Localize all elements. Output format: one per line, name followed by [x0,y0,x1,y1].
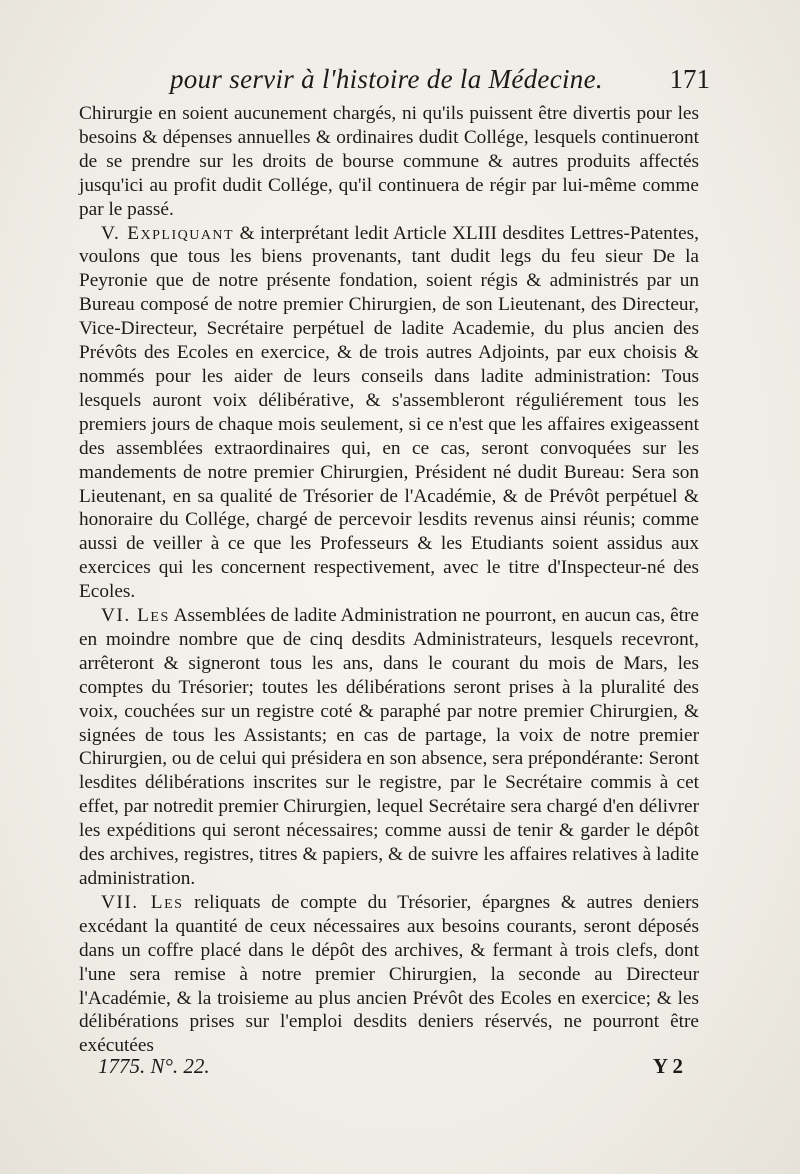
article-lead: VI. Les [101,605,170,627]
page-footer [98,1054,683,1084]
article-vii [79,891,699,1058]
paragraph-continuation [79,102,699,222]
paragraph-text: Assemblées de ladite Administration ne pourront, en aucun cas, être en moindre nombre que de cinq desdits Administrateurs, lesquels recevront, arrêteront & signeront tous les ans, dans le courant du mois de Mars, les comptes du Trésorier; toutes les délibérations seront prises à la pluralité des voix, couchées sur un registre coté & paraphé par notre premier Chirurgien, & signées de tous les Assistants; en cas de partage, la voix de notre premier Chirurgien, ou de celui qui présidera en son absence, sera prépondérante: Seront lesdites délibérations inscrites sur le registre, par le Secrétaire commis à cet effet, par notredit premier Chirurgien, lequel Secrétaire sera chargé d'en délivrer les expéditions qui seront nécessaires; comme aussi de tenir & garder le dépôt des archives, registres, titres & papiers, & de suivre les affaires relatives à ladite administration. [79,605,699,889]
article-vi [79,604,699,891]
page-number: 171 [669,64,710,94]
body-text [79,102,699,1058]
article-lead: V. Expliquant [101,222,235,244]
paragraph-text: & interprétant ledit Article XLIII desdites Lettres-Patentes, voulons que tous les biens provenants, tant dudit legs du feu sieur De la Peyronie que de notre présente fondation, soient régis & administrés par un Bureau composé de notre premier Chirurgien, de son Lieutenant, des Directeur, Vice-Directeur, Secrétaire perpétuel de ladite Academie, du plus ancien des Prévôts des Ecoles en exercice, & de trois autres Adjoints, par eux choisis & nommés pour les aider de leurs conseils dans ladite administration: Tous lesquels auront voix délibérative, & s'assembleront réguliérement tous les premiers jours de chaque mois seulement, si ce n'est que les affaires exigeassent des assemblées extraordinaires qui, en ce cas, seront convoquées sur les mandements de notre premier Chirurgien, Président né dudit Bureau: Sera son Lieutenant, en sa qualité de Trésorier de l'Académie, & de Prévôt perpétuel & honoraire du Collége, chargé de percevoir lesdits revenus ainsi réunis; comme aussi de veiller à ce que les Professeurs & les Etudiants soient assidus aux exercices qui les concernent respectivement, avec le titre d'Inspecteur-né des Ecoles. [79,222,700,603]
signature-mark: Y 2 [652,1054,683,1078]
page-header [170,64,710,104]
article-lead: VII. Les [101,891,184,913]
running-head: pour servir à l'histoire de la Médecine. [170,64,603,94]
article-v [79,222,699,605]
signature-number: 1775. N°. 22. [98,1054,210,1078]
paragraph-text: reliquats de compte du Trésorier, épargnes & autres deniers excédant la quantité de ceux nécessaires aux besoins courants, seront déposés dans un coffre placé dans le dépôt des archives, & fermant à trois clefs, dont l'une sera remise à notre premier Chirurgien, la seconde au Directeur l'Académie, & la troisieme au plus ancien Prévôt des Ecoles en exercice; & les délibérations prises sur l'emploi desdits deniers réservés, ne pourront être exécutées [79,891,699,1057]
paragraph-text: Chirurgie en soient aucunement chargés, ni qu'ils puissent être divertis pour les besoins & dépenses annuelles & ordinaires dudit Collége, lesquels continueront de se prendre sur les droits de bourse commune & autres produits affectés jusqu'ici au profit dudit Collége, qu'il continuera de régir par lui-même comme par le passé. [79,103,699,220]
